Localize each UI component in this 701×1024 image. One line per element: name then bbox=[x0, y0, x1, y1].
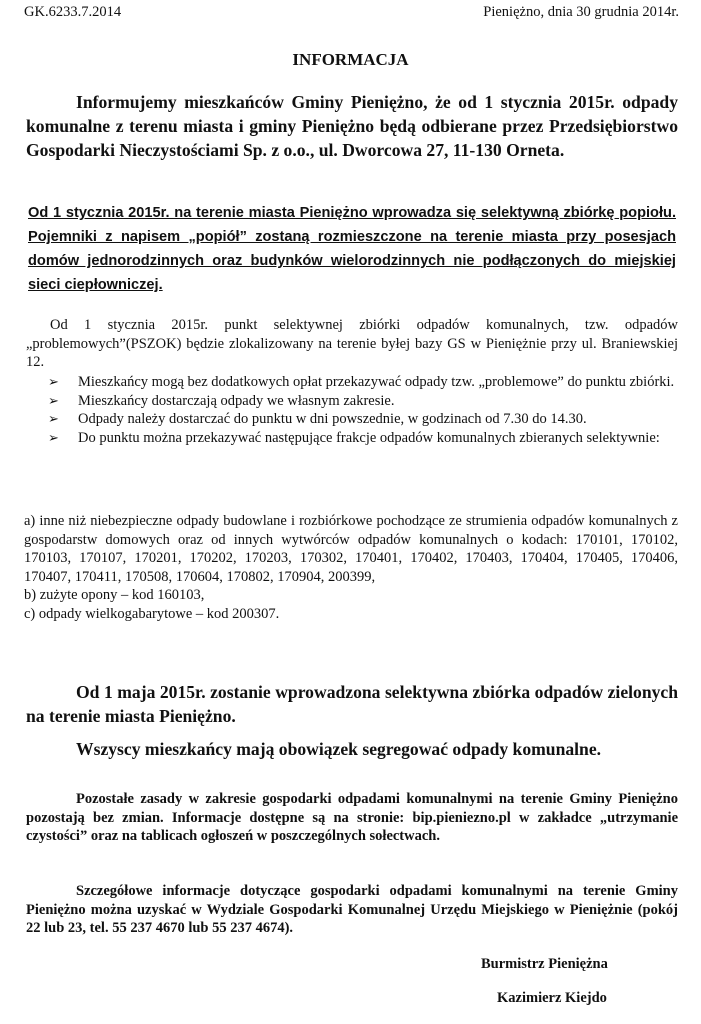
pszok-paragraph: Od 1 stycznia 2015r. punkt selektywnej zbiórki odpadów komunalnych, tzw. odpadów „problemowych”(PSZOK) będzie zlokalizowany na terenie byłej bazy GS w Pieniężnie przy ul. Braniewskiej 12. bbox=[26, 317, 678, 370]
arrowhead-bullet-icon: ➢ bbox=[48, 411, 59, 426]
document-title: INFORMACJA bbox=[292, 50, 409, 69]
intro-paragraph: Informujemy mieszkańców Gminy Pieniężno, że od 1 stycznia 2015r. odpady komunalne z terenu miasta i gminy Pieniężno będą odbierane przez Przedsiębiorstwo Gospodarki Nieczystościami Sp. z o.o., ul. Dworcowa 27, 11-130 Orneta. bbox=[26, 92, 678, 160]
list-item bbox=[48, 373, 678, 392]
ash-collection-notice: Od 1 stycznia 2015r. na terenie miasta Pieniężno wprowadza się selektywną zbiórkę popiołu. Pojemniki z napisem „popiół” zostaną rozmieszczone na terenie miasta przy posesjach domów jednorodzinnych oraz budynków wielorodzinnych nie podłączonych do miejskiej sieci ciepłowniczej. bbox=[28, 205, 676, 293]
place-and-date: Pieniężno, dnia 30 grudnia 2014r. bbox=[483, 4, 679, 20]
pszok-rules-list bbox=[48, 373, 678, 447]
list-item bbox=[48, 410, 678, 429]
list-item bbox=[48, 392, 678, 411]
waste-fractions-list bbox=[24, 512, 678, 623]
contact-info-paragraph: Szczegółowe informacje dotyczące gospodarki odpadami komunalnymi na terenie Gminy Pieniężno można uzyskać w Wydziale Gospodarki Komunalnej Urzędu Miejskiego w Pieniężnie (pokój 22 lub 23, tel. 55 237 4670 lub 55 237 4674). bbox=[26, 883, 678, 936]
fraction-item: a) inne niż niebezpieczne odpady budowlane i rozbiórkowe pochodzące ze strumienia odpadów komunalnych z gospodarstw domowych oraz od innych wytwórców odpadów komunalnych o kodach: 170101, 170102, 170103, 170107, 170201, 170202, 170203, 170302, 170401, 170402, 170403, 170404, 170405, 170406, 170407, 170411, 170508, 170604, 170802, 170904, 200399, bbox=[24, 513, 678, 585]
signature-title: Burmistrz Pieniężna bbox=[481, 956, 608, 972]
list-item bbox=[48, 429, 678, 448]
green-waste-paragraph: Od 1 maja 2015r. zostanie wprowadzona selektywna zbiórka odpadów zielonych na terenie miasta Pieniężno. bbox=[26, 682, 678, 726]
fraction-item: c) odpady wielkogabarytowe – kod 200307. bbox=[24, 605, 280, 622]
reference-number: GK.6233.7.2014 bbox=[24, 4, 122, 20]
fraction-item: b) zużyte opony – kod 160103, bbox=[24, 587, 205, 603]
list-item-text: Mieszkańcy mogą bez dodatkowych opłat przekazywać odpady tzw. „problemowe” do punktu zbiórki. bbox=[78, 374, 675, 390]
signature-name: Kazimierz Kiejdo bbox=[497, 990, 607, 1006]
list-item-text: Odpady należy dostarczać do punktu w dni powszednie, w godzinach od 7.30 do 14.30. bbox=[78, 411, 587, 427]
segregation-obligation: Wszyscy mieszkańcy mają obowiązek segregować odpady komunalne. bbox=[76, 739, 602, 759]
arrowhead-bullet-icon: ➢ bbox=[48, 392, 59, 408]
arrowhead-bullet-icon: ➢ bbox=[48, 374, 59, 389]
other-rules-paragraph: Pozostałe zasady w zakresie gospodarki odpadami komunalnymi na terenie Gminy Pieniężno pozostają bez zmian. Informacje dostępne są na stronie: bip.pieniezno.pl w zakładce „utrzymanie czystości” oraz na tablicach ogłoszeń w poszczególnych sołectwach. bbox=[26, 791, 678, 844]
list-item-text: Mieszkańcy dostarczają odpady we własnym zakresie. bbox=[78, 392, 395, 409]
arrowhead-bullet-icon: ➢ bbox=[48, 429, 59, 445]
list-item-text: Do punktu można przekazywać następujące frakcje odpadów komunalnych zbieranych selektywnie: bbox=[78, 429, 660, 446]
